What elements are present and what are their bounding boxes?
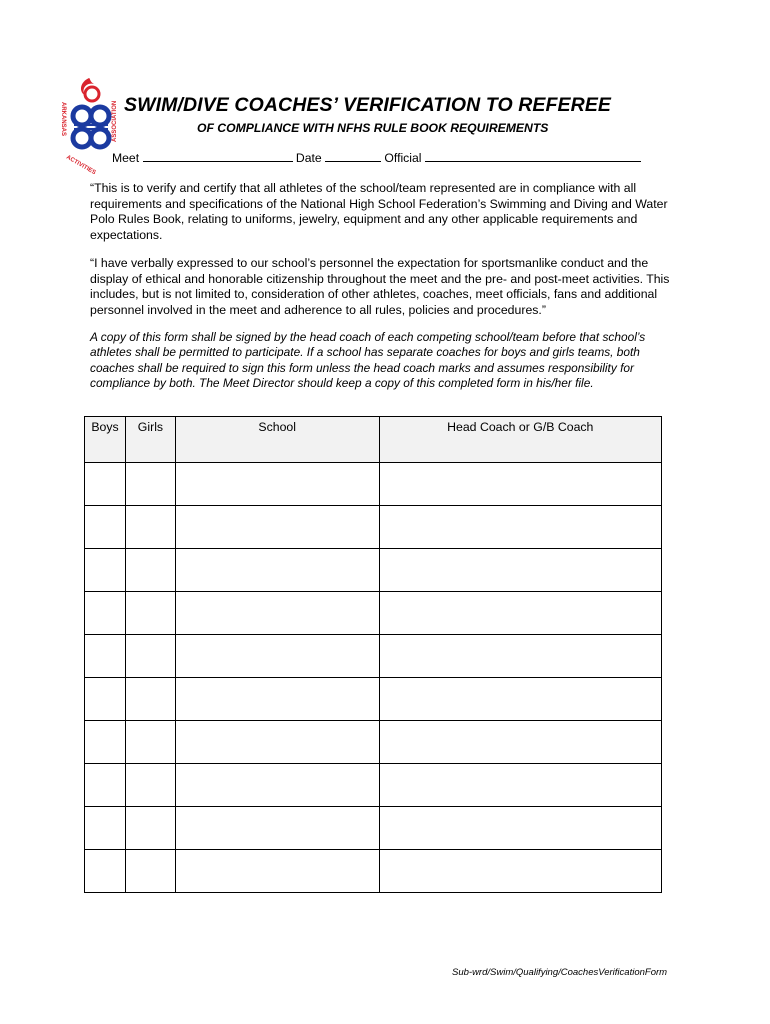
school-cell[interactable] <box>175 850 379 893</box>
school-cell[interactable] <box>175 506 379 549</box>
ring-icon <box>73 107 91 125</box>
girls-cell[interactable] <box>125 592 175 635</box>
school-cell[interactable] <box>175 635 379 678</box>
school-cell[interactable] <box>175 764 379 807</box>
head-coach-cell[interactable] <box>379 850 661 893</box>
girls-cell[interactable] <box>125 506 175 549</box>
head-coach-cell[interactable] <box>379 807 661 850</box>
table-row <box>85 463 662 506</box>
table-row <box>85 764 662 807</box>
official-field[interactable] <box>425 150 641 162</box>
boys-cell[interactable] <box>85 678 126 721</box>
girls-cell[interactable] <box>125 764 175 807</box>
verification-paragraph: “This is to verify and certify that all athletes of the school/team represented are in compliance with all requirements and specifications of the National High School Federation’s Swimming and Diving and Water Polo Rules Book, relating to uniforms, jewelry, equipment and any other applicable requirements and expectations. <box>90 181 668 242</box>
instructions-paragraph: A copy of this form shall be signed by the head coach of each competing school/team before that school’s athletes shall be permitted to participate. If a school has separate coaches for boys and girls teams, both coaches shall be required to sign this form unless the head coach marks and assumes responsibility for compliance by both. The Meet Director should keep a copy of this completed form in his/her file. <box>90 330 646 391</box>
meet-field[interactable] <box>143 150 293 162</box>
column-header-head-coach: Head Coach or G/B Coach <box>379 417 661 463</box>
table-row <box>85 549 662 592</box>
head-coach-cell[interactable] <box>379 635 661 678</box>
meet-label: Meet <box>112 151 140 165</box>
logo-text-right: ASSOCIATION <box>112 100 118 142</box>
logo-text-left: ARKANSAS <box>60 102 66 137</box>
head-coach-cell[interactable] <box>379 678 661 721</box>
table-row <box>85 635 662 678</box>
ring-icon <box>73 129 91 147</box>
girls-cell[interactable] <box>125 850 175 893</box>
footer-path: Sub-wrd/Swim/Qualifying/CoachesVerificationForm <box>452 967 668 978</box>
date-label: Date <box>295 151 322 165</box>
boys-cell[interactable] <box>85 850 126 893</box>
girls-cell[interactable] <box>125 549 175 592</box>
official-label: Official <box>384 151 422 165</box>
head-coach-cell[interactable] <box>379 506 661 549</box>
girls-cell[interactable] <box>125 721 175 764</box>
girls-cell[interactable] <box>125 463 175 506</box>
date-field[interactable] <box>325 150 381 162</box>
table-row <box>85 592 662 635</box>
head-coach-cell[interactable] <box>379 463 661 506</box>
table-row <box>85 721 662 764</box>
girls-cell[interactable] <box>125 678 175 721</box>
ring-icon <box>91 129 109 147</box>
school-cell[interactable] <box>175 549 379 592</box>
table-row <box>85 506 662 549</box>
boys-cell[interactable] <box>85 463 126 506</box>
boys-cell[interactable] <box>85 764 126 807</box>
school-cell[interactable] <box>175 807 379 850</box>
table-row <box>85 678 662 721</box>
flame-ring <box>85 87 99 101</box>
head-coach-cell[interactable] <box>379 592 661 635</box>
school-cell[interactable] <box>175 592 379 635</box>
head-coach-cell[interactable] <box>379 764 661 807</box>
boys-cell[interactable] <box>85 506 126 549</box>
school-cell[interactable] <box>175 678 379 721</box>
column-header-boys: Boys <box>85 417 126 463</box>
coach-signature-table <box>84 416 662 893</box>
meet-info-line <box>112 150 641 165</box>
column-header-girls: Girls <box>125 417 175 463</box>
school-cell[interactable] <box>175 463 379 506</box>
boys-cell[interactable] <box>85 549 126 592</box>
column-header-school: School <box>175 417 379 463</box>
logo-text-bottom: ACTIVITIES <box>65 154 97 177</box>
ring-icon <box>91 107 109 125</box>
head-coach-cell[interactable] <box>379 549 661 592</box>
girls-cell[interactable] <box>125 807 175 850</box>
boys-cell[interactable] <box>85 635 126 678</box>
page-subtitle: OF COMPLIANCE WITH NFHS RULE BOOK REQUIREMENTS <box>197 121 549 135</box>
boys-cell[interactable] <box>85 592 126 635</box>
association-logo <box>56 72 124 182</box>
sportsmanship-paragraph: “I have verbally expressed to our school’s personnel the expectation for sportsmanlike conduct and the display of ethical and honorable citizenship throughout the meet and the pre- and post-meet activities. This includes, but is not limited to, consideration of other athletes, coaches, meet officials, fans and additional personnel involved in the meet and adherence to all rules, policies and procedures.” <box>90 256 670 317</box>
page-title: SWIM/DIVE COACHES’ VERIFICATION TO REFEREE <box>124 94 612 116</box>
table-header-row <box>85 417 662 463</box>
boys-cell[interactable] <box>85 807 126 850</box>
girls-cell[interactable] <box>125 635 175 678</box>
table-row <box>85 850 662 893</box>
head-coach-cell[interactable] <box>379 721 661 764</box>
boys-cell[interactable] <box>85 721 126 764</box>
table-row <box>85 807 662 850</box>
school-cell[interactable] <box>175 721 379 764</box>
